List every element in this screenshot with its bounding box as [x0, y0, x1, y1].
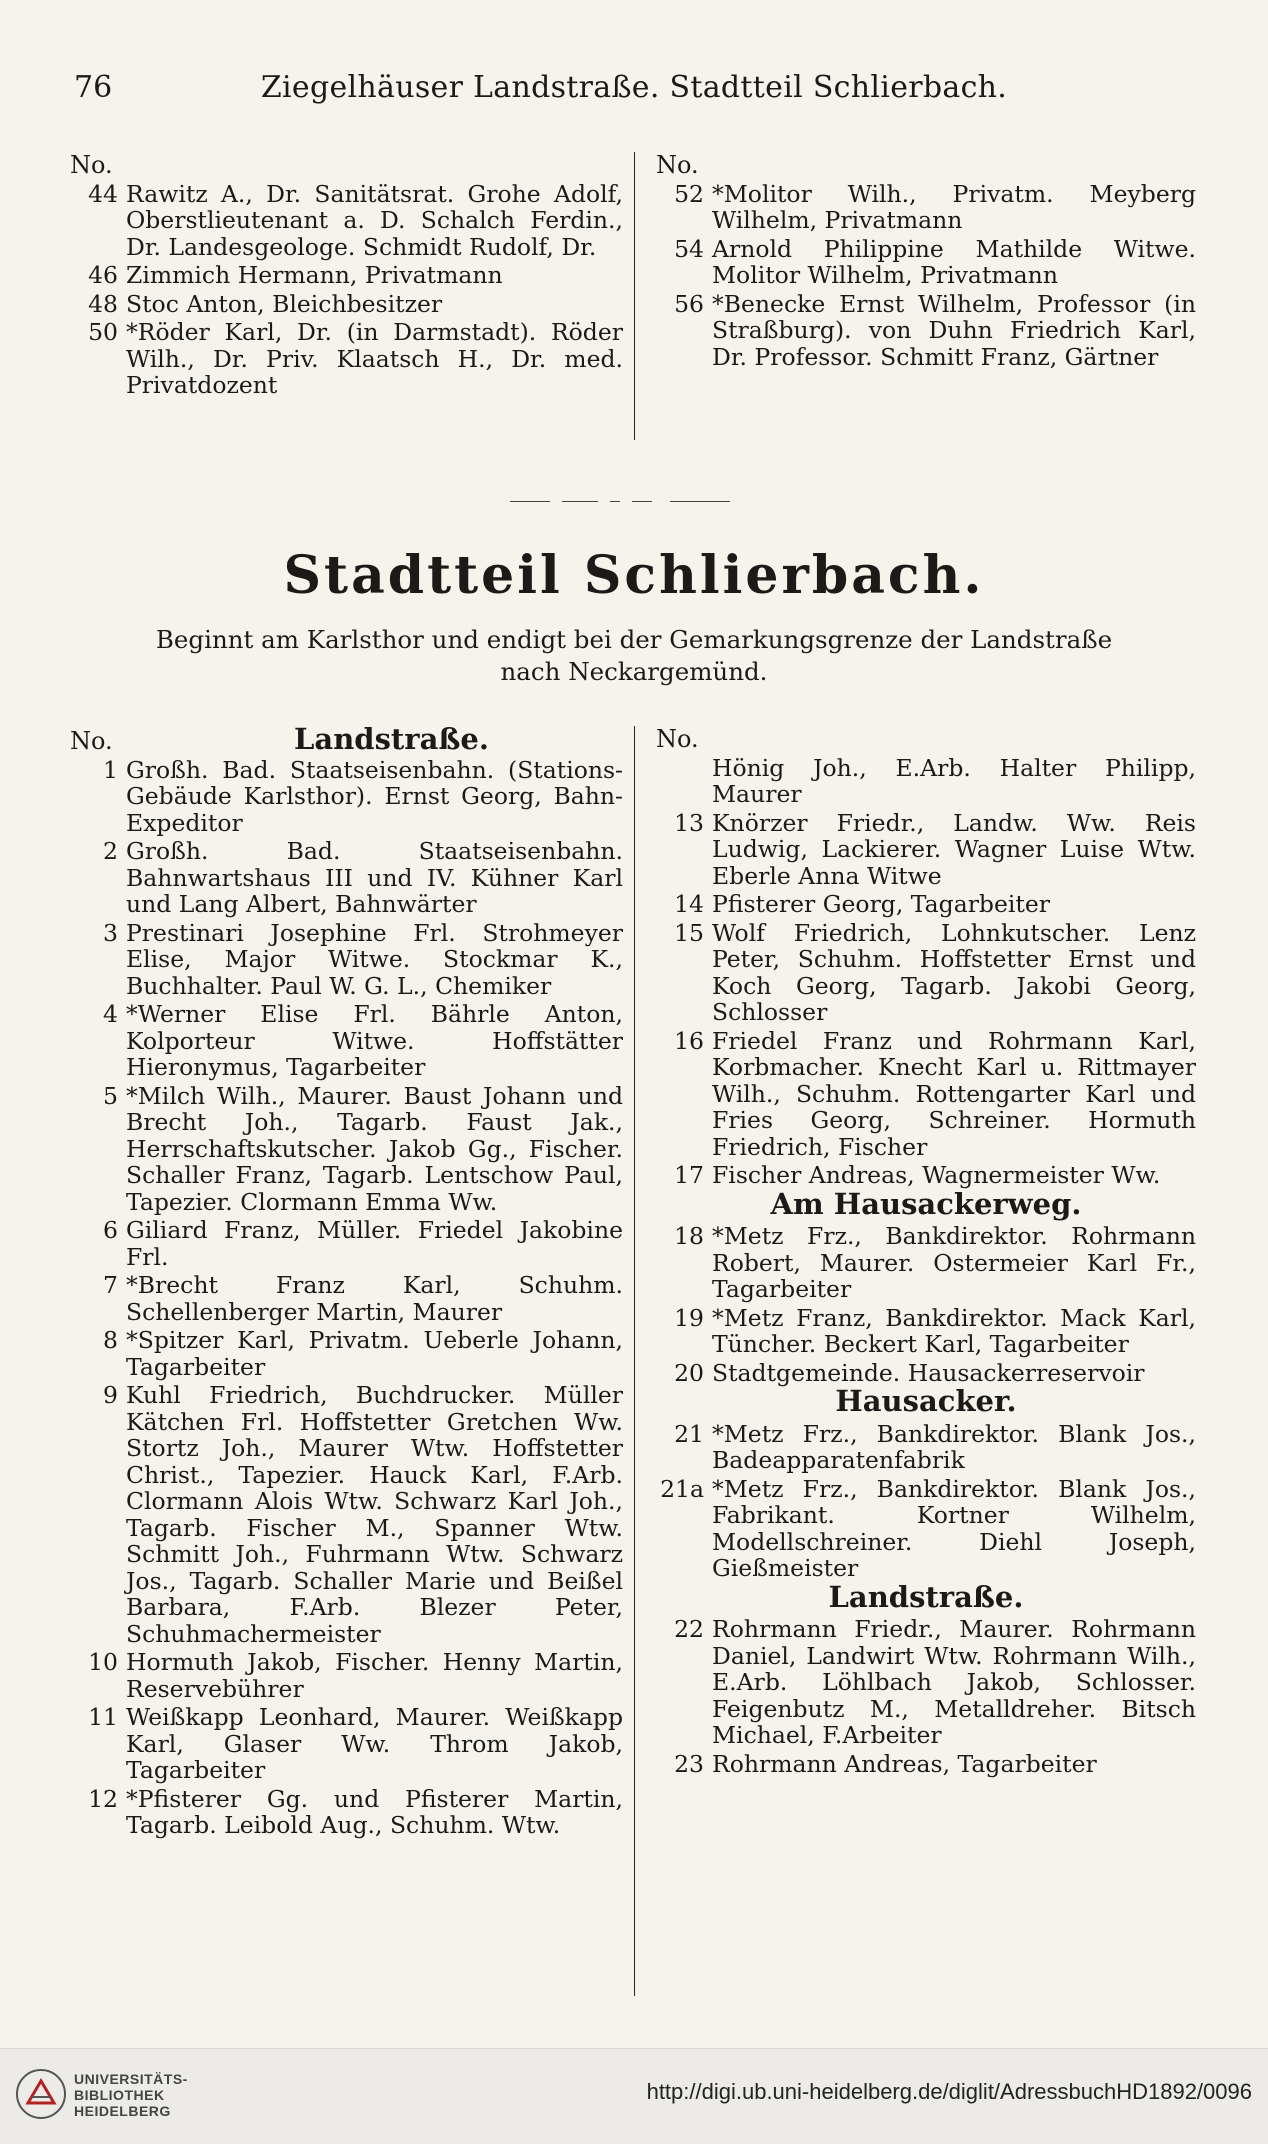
bottom-left-column: [70, 722, 623, 1841]
list-item: 20 Stadtgemeinde. Hausackerreservoir: [674, 1358, 1145, 1387]
list-item: 56 *Benecke Ernst Wilhelm, Professor (in Straßburg). von Duhn Friedrich Karl, Dr. Professor. Schmitt Franz, Gärtner: [674, 289, 1196, 371]
list-item: 21a *Metz Frz., Bankdirektor. Blank Jos., Fabrikant. Kortner Wilhelm, Modellschreiner. Diehl Joseph, Gießmeister: [660, 1474, 1196, 1582]
running-head: [0, 70, 1268, 110]
list-item: 14 Pfisterer Georg, Tagarbeiter: [674, 890, 1050, 918]
list-item: Hönig Joh., E.Arb. Halter Philipp, Maurer: [712, 753, 1196, 808]
street-heading: Am Hausackerweg.: [770, 1186, 1082, 1221]
street-heading: Hausacker.: [835, 1384, 1017, 1418]
list-item: 22 Rohrmann Friedr., Maurer. Rohrmann Daniel, Landwirt Wtw. Rohrmann Wilh., E.Arb. Löhlbach Jakob, Schlosser. Feigenbutz M., Metalldreher. Bitsch Michael, F.Arbeiter: [674, 1615, 1196, 1749]
section-description: Beginnt am Karlsthor und endigt bei der Gemarkungsgrenze der Landstraße nach Neckargemünd.: [155, 625, 1113, 686]
list-item: 4 *Werner Elise Frl. Bährle Anton, Kolporteur Witwe. Hoffstätter Hieronymus, Tagarbeiter: [103, 1000, 623, 1081]
bottom-right-column: [656, 726, 1196, 1779]
section-title: Stadtteil Schlierbach.: [283, 545, 985, 606]
list-item: 16 Friedel Franz und Rohrmann Karl, Korbmacher. Knecht Karl u. Rittmayer Wilh., Schuhm. Rottengarter Karl und Fries Georg, Schreiner. Hormuth Friedrich, Fischer: [674, 1026, 1196, 1161]
list-item: 11 Weißkapp Leonhard, Maurer. Weißkapp Karl, Glaser Ww. Throm Jakob, Tagarbeiter: [88, 1703, 623, 1784]
list-item: 13 Knörzer Friedr., Landw. Ww. Reis Ludwig, Lackierer. Wagner Luise Wtw. Eberle Anna Witwe: [674, 808, 1196, 890]
no-column-heading: No.: [70, 727, 113, 755]
list-item: 44 Rawitz A., Dr. Sanitätsrat. Grohe Adolf, Oberstlieutenant a. D. Schalch Ferdin., Dr. Landesgeologe. Schmidt Rudolf, Dr.: [88, 179, 623, 261]
list-item: 18 *Metz Frz., Bankdirektor. Rohrmann Robert, Maurer. Ostermeier Karl Fr., Tagarbeiter: [674, 1222, 1196, 1303]
list-item: 46 Zimmich Hermann, Privatmann: [88, 261, 503, 289]
list-item: 8 *Spitzer Karl, Privatm. Ueberle Johann, Tagarbeiter: [103, 1326, 623, 1381]
list-item: 9 Kuhl Friedrich, Buchdrucker. Müller Kätchen Frl. Hoffstetter Gretchen Ww. Stortz Joh., Maurer Wtw. Hoffstetter Christ., Tapezier. Hauck Karl, F.Arb. Clormann Alois Wtw. Schwarz Karl Joh., Tagarb. Fischer M., Spanner Wtw. Schmitt Joh., Fuhrmann Wtw. Schwarz Jos., Tagarb. Schaller Marie und Beißel Barbara, F.Arb. Blezer Peter, Schuhmachermeister: [103, 1381, 623, 1648]
no-column-heading: No.: [656, 725, 699, 753]
running-title: Ziegelhäuser Landstraße. Stadtteil Schlierbach.: [260, 70, 1008, 105]
list-item: 3 Prestinari Josephine Frl. Strohmeyer Elise, Major Witwe. Stockmar K., Buchhalter. Paul W. G. L., Chemiker: [103, 918, 623, 1000]
section-separator: [510, 496, 760, 506]
list-item: 2 Großh. Bad. Staatseisenbahn. Bahnwartshaus III und IV. Kühner Karl und Lang Albert, Bahnwärter: [103, 837, 623, 918]
list-item: 1 Großh. Bad. Staatseisenbahn. (Stations-Gebäude Karlsthor). Ernst Georg, Bahn-Expeditor: [103, 755, 623, 837]
page-number: 76: [74, 70, 113, 105]
list-item: 48 Stoc Anton, Bleichbesitzer: [88, 289, 443, 318]
list-item: 19 *Metz Franz, Bankdirektor. Mack Karl, Tüncher. Beckert Karl, Tagarbeiter: [674, 1303, 1196, 1358]
top-right-column: [656, 152, 1196, 372]
column-header-row: [70, 722, 623, 757]
list-item: 54 Arnold Philippine Mathilde Witwe. Molitor Wilhelm, Privatmann: [674, 234, 1196, 289]
top-left-column: [70, 152, 623, 401]
list-item: 15 Wolf Friedrich, Lohnkutscher. Lenz Peter, Schuhm. Hoffstetter Ernst und Koch Georg, Tagarb. Jakobi Georg, Schlosser: [674, 918, 1196, 1026]
library-name: UNIVERSITÄTS- BIBLIOTHEK HEIDELBERG: [74, 2071, 188, 2119]
list-item: 52 *Molitor Wilh., Privatm. Meyberg Wilhelm, Privatmann: [674, 179, 1196, 234]
list-item: 7 *Brecht Franz Karl, Schuhm. Schellenberger Martin, Maurer: [103, 1271, 623, 1326]
no-column-heading: No.: [656, 151, 699, 179]
list-item: 12 *Pfisterer Gg. und Pfisterer Martin, Tagarb. Leibold Aug., Schuhm. Wtw.: [88, 1784, 623, 1839]
list-item: 17 Fischer Andreas, Wagnermeister Ww.: [674, 1161, 1161, 1189]
list-item: 6 Giliard Franz, Müller. Friedel Jakobine Frl.: [103, 1216, 623, 1271]
list-item: 5 *Milch Wilh., Maurer. Baust Johann und Brecht Joh., Tagarb. Faust Jak., Herrschaftskutscher. Jakob Gg., Fischer. Schaller Franz, Tagarb. Lentschow Paul, Tapezier. Clormann Emma Ww.: [103, 1081, 623, 1216]
column-divider-top: [634, 152, 635, 440]
street-heading: Landstraße.: [294, 722, 489, 756]
list-item: 10 Hormuth Jakob, Fischer. Henny Martin, Reservebührer: [88, 1648, 623, 1703]
permalink[interactable]: http://digi.ub.uni-heidelberg.de/diglit/AdressbuchHD1892/0096: [646, 2079, 1252, 2104]
list-item: 21 *Metz Frz., Bankdirektor. Blank Jos., Badeapparatenfabrik: [674, 1419, 1196, 1474]
column-divider-bottom: [634, 726, 635, 1996]
street-heading: Landstraße.: [828, 1579, 1024, 1614]
list-item: 23 Rohrmann Andreas, Tagarbeiter: [674, 1749, 1097, 1778]
list-item: 50 *Röder Karl, Dr. (in Darmstadt). Röder Wilh., Dr. Priv. Klaatsch H., Dr. med. Privatdozent: [88, 318, 623, 399]
university-library-logo-icon: [14, 2067, 68, 2121]
no-column-heading: No.: [70, 151, 113, 179]
viewer-footer: [0, 2048, 1268, 2144]
